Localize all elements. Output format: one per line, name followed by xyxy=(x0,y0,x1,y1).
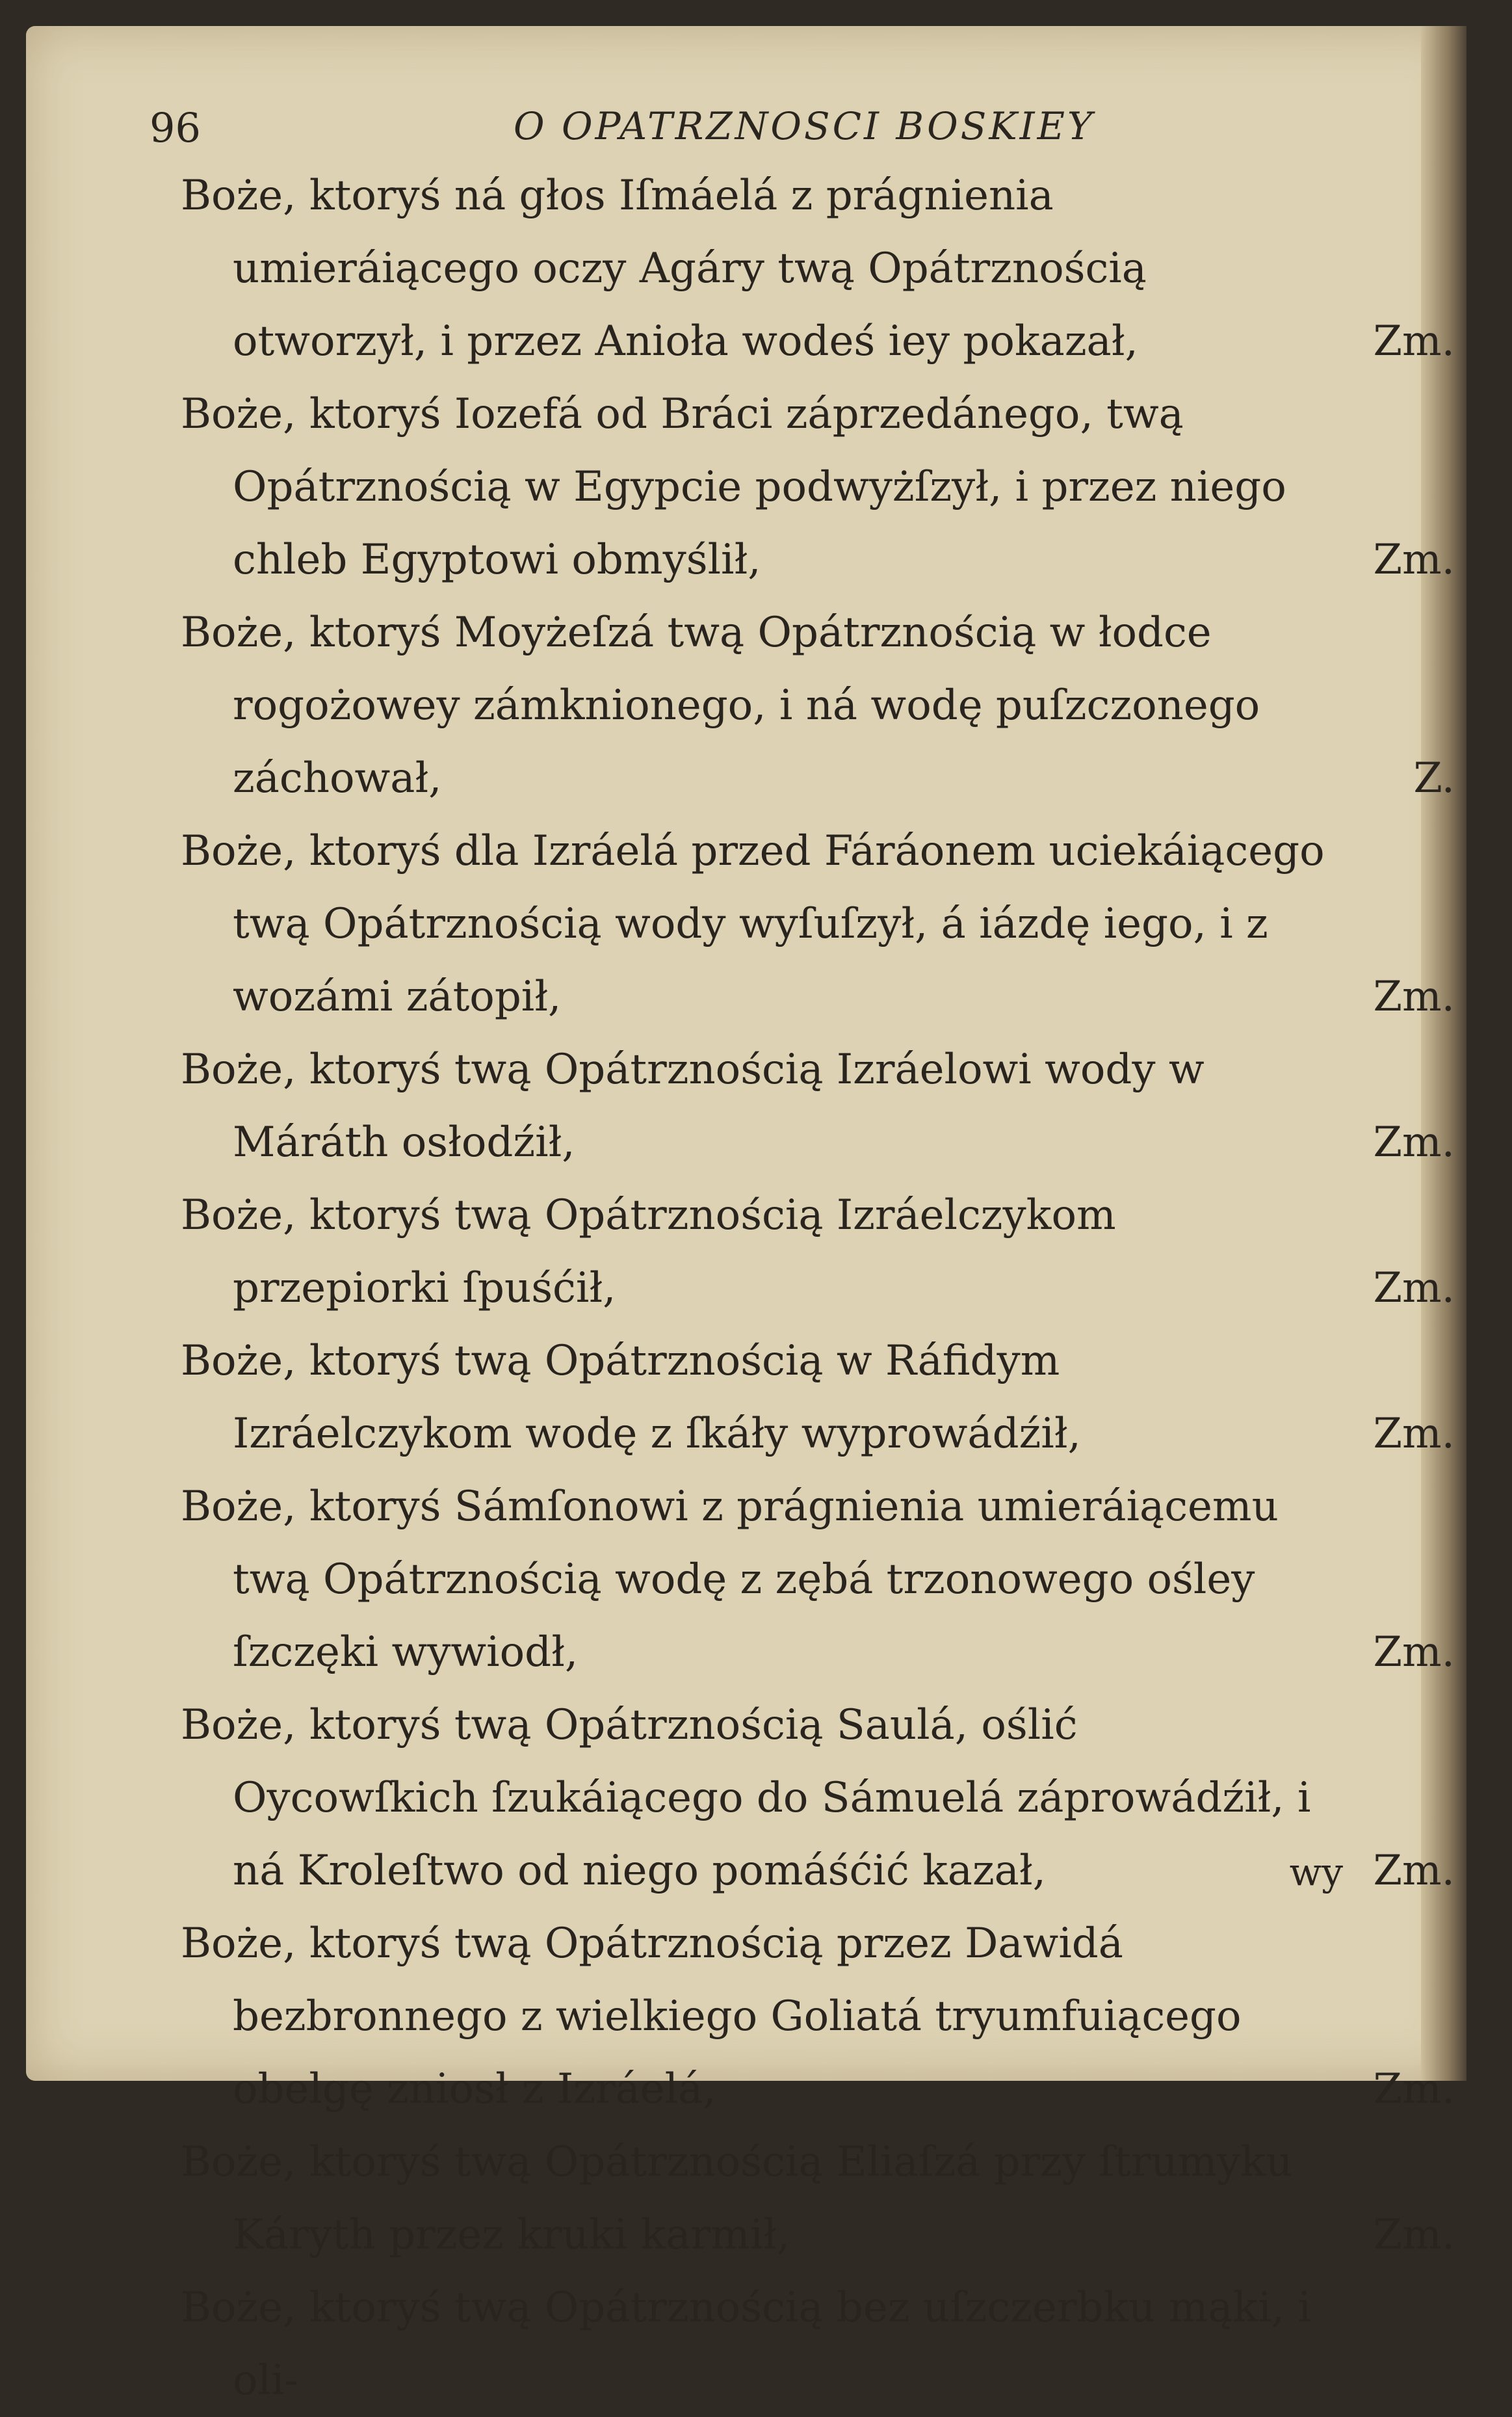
litany-entry xyxy=(181,596,1455,815)
litany-entry xyxy=(181,1689,1455,1907)
entry-response: Zm. xyxy=(1373,1264,1455,1312)
litany-entry xyxy=(181,378,1455,596)
litany-entry xyxy=(181,2271,1455,2417)
litany-entry xyxy=(181,1907,1455,2126)
litany-entry xyxy=(181,1179,1455,1325)
entry-response: Zm. xyxy=(1373,1847,1455,1895)
entry-response: Zm. xyxy=(1373,2065,1455,2113)
entry-response: Z. xyxy=(1413,754,1455,802)
litany-entry xyxy=(181,1325,1455,1470)
entry-text: Boże, ktoryś twą Opátrznością Izráelczykom przepiorki ſpuśćił, xyxy=(181,1191,1116,1312)
entry-response: Zm. xyxy=(1373,317,1455,365)
litany-text xyxy=(181,159,1455,2417)
entry-response: Zm. xyxy=(1373,1410,1455,1458)
book-page xyxy=(26,26,1466,2405)
entry-text: Boże, ktoryś Moyżeſzá twą Opátrznością w łodce rogożowey zámknionego, i ná wodę puſzczonego záchował, xyxy=(181,609,1260,802)
entry-text: Boże, ktoryś dla Izráelá przed Fáráonem uciekáiącego twą Opátrznością wody wyſuſzył, á iázdę iego, i z wozámi zátopił, xyxy=(181,827,1325,1021)
litany-entry xyxy=(181,159,1455,378)
entry-response: Zm. xyxy=(1373,1118,1455,1167)
entry-text: Boże, ktoryś twą Opátrznością przez Dawidá bezbronnego z wielkiego Goliatá tryumfuiącego obelgę zniosł z Izráelá, xyxy=(181,1920,1242,2113)
entry-response: Zm. xyxy=(1373,536,1455,584)
litany-entry xyxy=(181,1470,1455,1689)
entry-response: Zm. xyxy=(1373,973,1455,1021)
litany-entry xyxy=(181,815,1455,1033)
entry-text: Boże, ktoryś twą Opátrznością w Ráfidym Izráelczykom wodę z ſkáły wyprowádźił, xyxy=(181,1337,1081,1458)
entry-response: Zm. xyxy=(1373,1628,1455,1676)
entry-response: Zm. xyxy=(1373,2211,1455,2259)
entry-text: Boże, ktoryś Iozefá od Bráci záprzedánego, twą Opátrznością w Egypcie podwyżſzył, i przez niego chleb Egyptowi obmyślił, xyxy=(181,390,1286,584)
entry-text: Boże, ktoryś twą Opátrznością Izráelowi wody w Máráth osłodźił, xyxy=(181,1046,1205,1167)
entry-text: Boże, ktoryś Sámſonowi z prágnienia umieráiącemu twą Opátrznością wodę z zębá trzonowego ośley ſzczęki wywiodł, xyxy=(181,1483,1279,1676)
page-number: 96 xyxy=(150,104,201,152)
entry-text: Boże, ktoryś ná głos Iſmáelá z prágnienia umieráiącego oczy Agáry twą Opátrznością otworzył, i przez Anioła wodeś iey pokazał, xyxy=(181,172,1147,365)
litany-entry xyxy=(181,1033,1455,1179)
page-header xyxy=(150,98,1385,156)
litany-entry xyxy=(181,2126,1455,2271)
entry-text: Boże, ktoryś twą Opátrznością bez uſzczerbku mąki, i oli- xyxy=(181,2284,1311,2405)
running-head: O OPATRZNOSCI BOSKIEY xyxy=(514,104,1095,148)
entry-text: Boże, ktoryś twą Opátrznością Saulá, oślić Oycowſkich ſzukáiącego do Sámuelá záprowádźił, i ná Kroleſtwo od niego pomáśćić kazał, xyxy=(181,1701,1311,1895)
entry-text: Boże, ktoryś twą Opátrznością Eliaſzá przy ſtrumyku Káryth przez kruki karmił, xyxy=(181,2138,1293,2259)
catchword: wy xyxy=(1289,1850,1343,1894)
